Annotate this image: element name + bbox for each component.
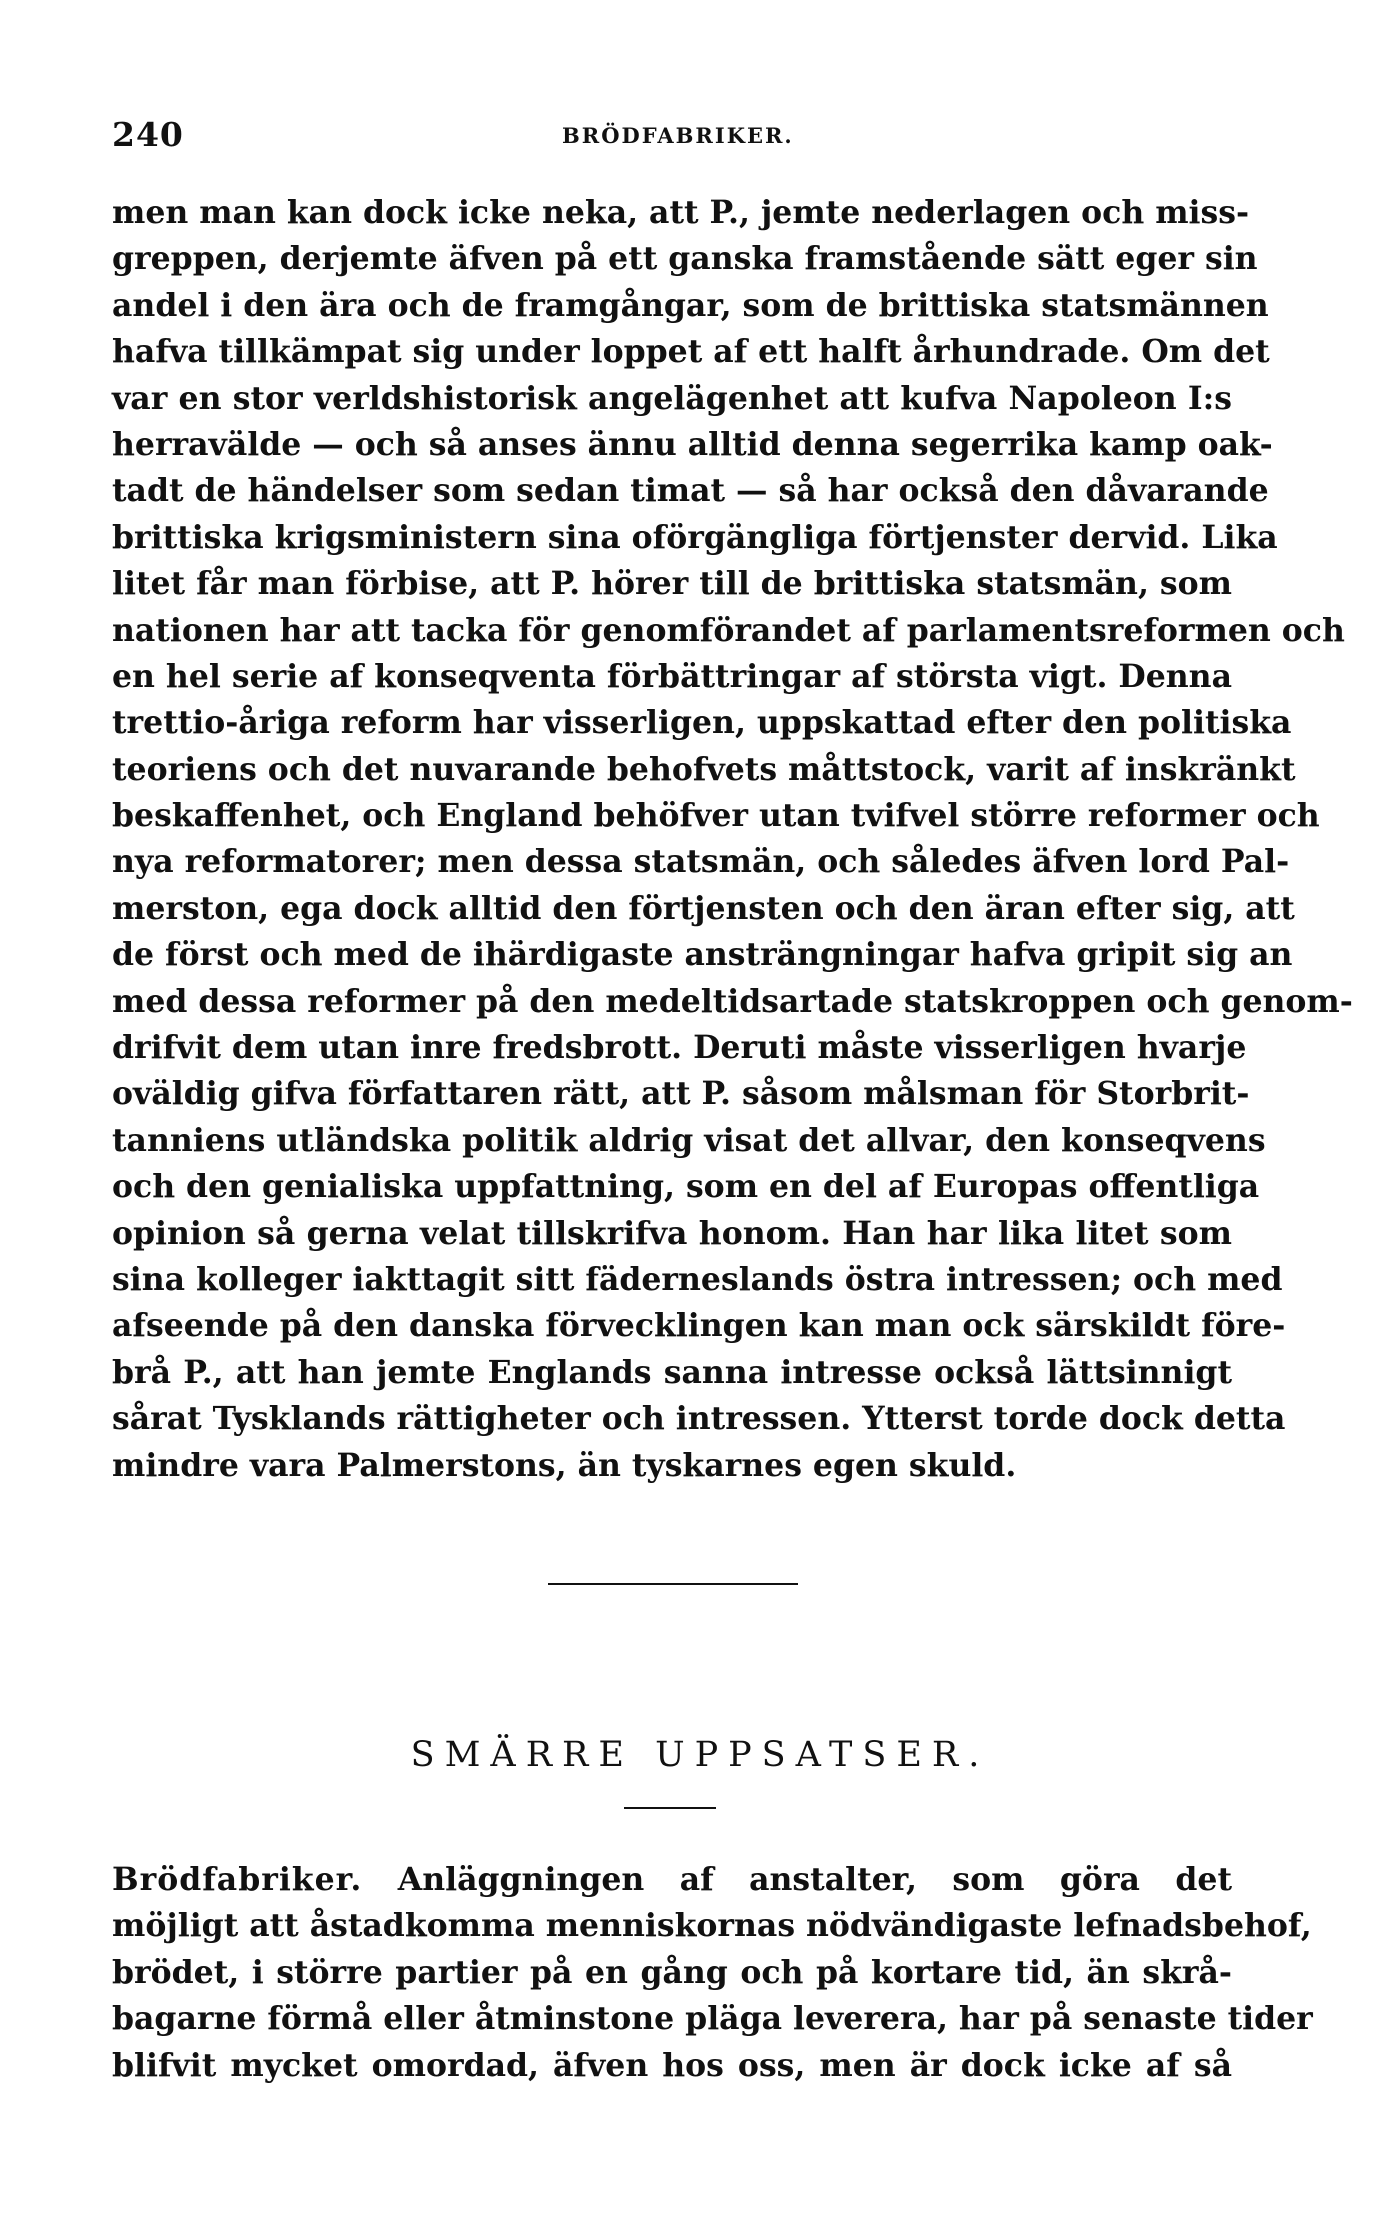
text-line: litet får man förbise, att P. hörer till de brittiska statsmän, som	[112, 565, 1232, 603]
section-title: SMÄRRE UPPSATSER.	[410, 1735, 990, 1775]
text-line: nationen har att tacka för genomförandet af parlamentsreformen och	[112, 611, 1345, 649]
text-line: oväldig gifva författaren rätt, att P. såsom målsman för Storbrit-	[112, 1075, 1250, 1113]
text-line: afseende på den danska förvecklingen kan man ock särskildt före-	[112, 1307, 1286, 1345]
text-line-last: mindre vara Palmerstons, än tyskarnes egen skuld.	[112, 1446, 1017, 1484]
text-line: herravälde — och så anses ännu alltid denna segerrika kamp oak-	[112, 425, 1273, 463]
running-title: BRÖDFABRIKER.	[562, 123, 794, 148]
text-line: brödet, i större partier på en gång och på kortare tid, än skrå-	[112, 1953, 1232, 1991]
main-text-block	[112, 190, 1353, 1489]
text-line: merston, ega dock alltid den förtjensten och den äran efter sig, att	[112, 889, 1295, 927]
text-line: andel i den ära och de framgångar, som de brittiska statsmännen	[112, 286, 1269, 324]
text-line: bagarne förmå eller åtminstone pläga leverera, har på senaste tider	[112, 2000, 1313, 2038]
running-head	[112, 115, 1232, 155]
text-line: greppen, derjemte äfven på ett ganska framstående sätt eger sin	[112, 240, 1258, 278]
text-line: teoriens och det nuvarande behofvets måttstock, varit af inskränkt	[112, 750, 1296, 788]
text-line: en hel serie af konseqventa förbättringar af största vigt. Denna	[112, 657, 1232, 695]
text-line: möjligt att åstadkomma menniskornas nödvändigaste lefnadsbehof,	[112, 1907, 1312, 1945]
text-line: sårat Tysklands rättigheter och intressen. Ytterst torde dock detta	[112, 1400, 1286, 1438]
text-line: hafva tillkämpat sig under loppet af ett halft århundrade. Om det	[112, 333, 1270, 371]
text-line: trettio-åriga reform har visserligen, uppskattad efter den politiska	[112, 704, 1292, 742]
text-line: beskaffenhet, och England behöfver utan tvifvel större reformer och	[112, 797, 1320, 835]
text-line: blifvit mycket omordad, äfven hos oss, men är dock icke af så	[112, 2046, 1232, 2084]
section-first-line	[112, 1857, 1232, 1903]
text-line: var en stor verldshistorisk angelägenhet att kufva Napoleon I:s	[112, 379, 1232, 417]
text-line: med dessa reformer på den medeltidsartade statskroppen och genom-	[112, 982, 1353, 1020]
text-line: tanniens utländska politik aldrig visat det allvar, den konseqvens	[112, 1121, 1266, 1159]
text-line: nya reformatorer; men dessa statsmän, och således äfven lord Pal-	[112, 843, 1290, 881]
first-line-text: Anläggningen af anstalter, som göra det	[397, 1861, 1232, 1898]
text-line: brittiska krigsministern sina oförgängliga förtjenster dervid. Lika	[112, 518, 1278, 556]
text-line: och den genialiska uppfattning, som en del af Europas offentliga	[112, 1168, 1260, 1206]
title-underline-rule	[624, 1807, 716, 1809]
text-line: sina kolleger iakttagit sitt fäderneslands östra intressen; och med	[112, 1260, 1283, 1298]
section-divider-rule	[548, 1583, 798, 1585]
page-number: 240	[112, 115, 184, 154]
text-line: opinion så gerna velat tillskrifva honom. Han har lika litet som	[112, 1214, 1232, 1252]
text-line: de först och med de ihärdigaste ansträngningar hafva gripit sig an	[112, 936, 1293, 974]
text-line: men man kan dock icke neka, att P., jemte nederlagen och miss-	[112, 194, 1250, 231]
text-line: drifvit dem utan inre fredsbrott. Deruti måste visserligen hvarje	[112, 1029, 1247, 1067]
article-lead-in: Brödfabriker.	[112, 1861, 363, 1898]
text-line: tadt de händelser som sedan timat — så har också den dåvarande	[112, 472, 1269, 510]
section-text-block	[112, 1857, 1313, 2089]
text-line: brå P., att han jemte Englands sanna intresse också lättsinnigt	[112, 1353, 1232, 1391]
